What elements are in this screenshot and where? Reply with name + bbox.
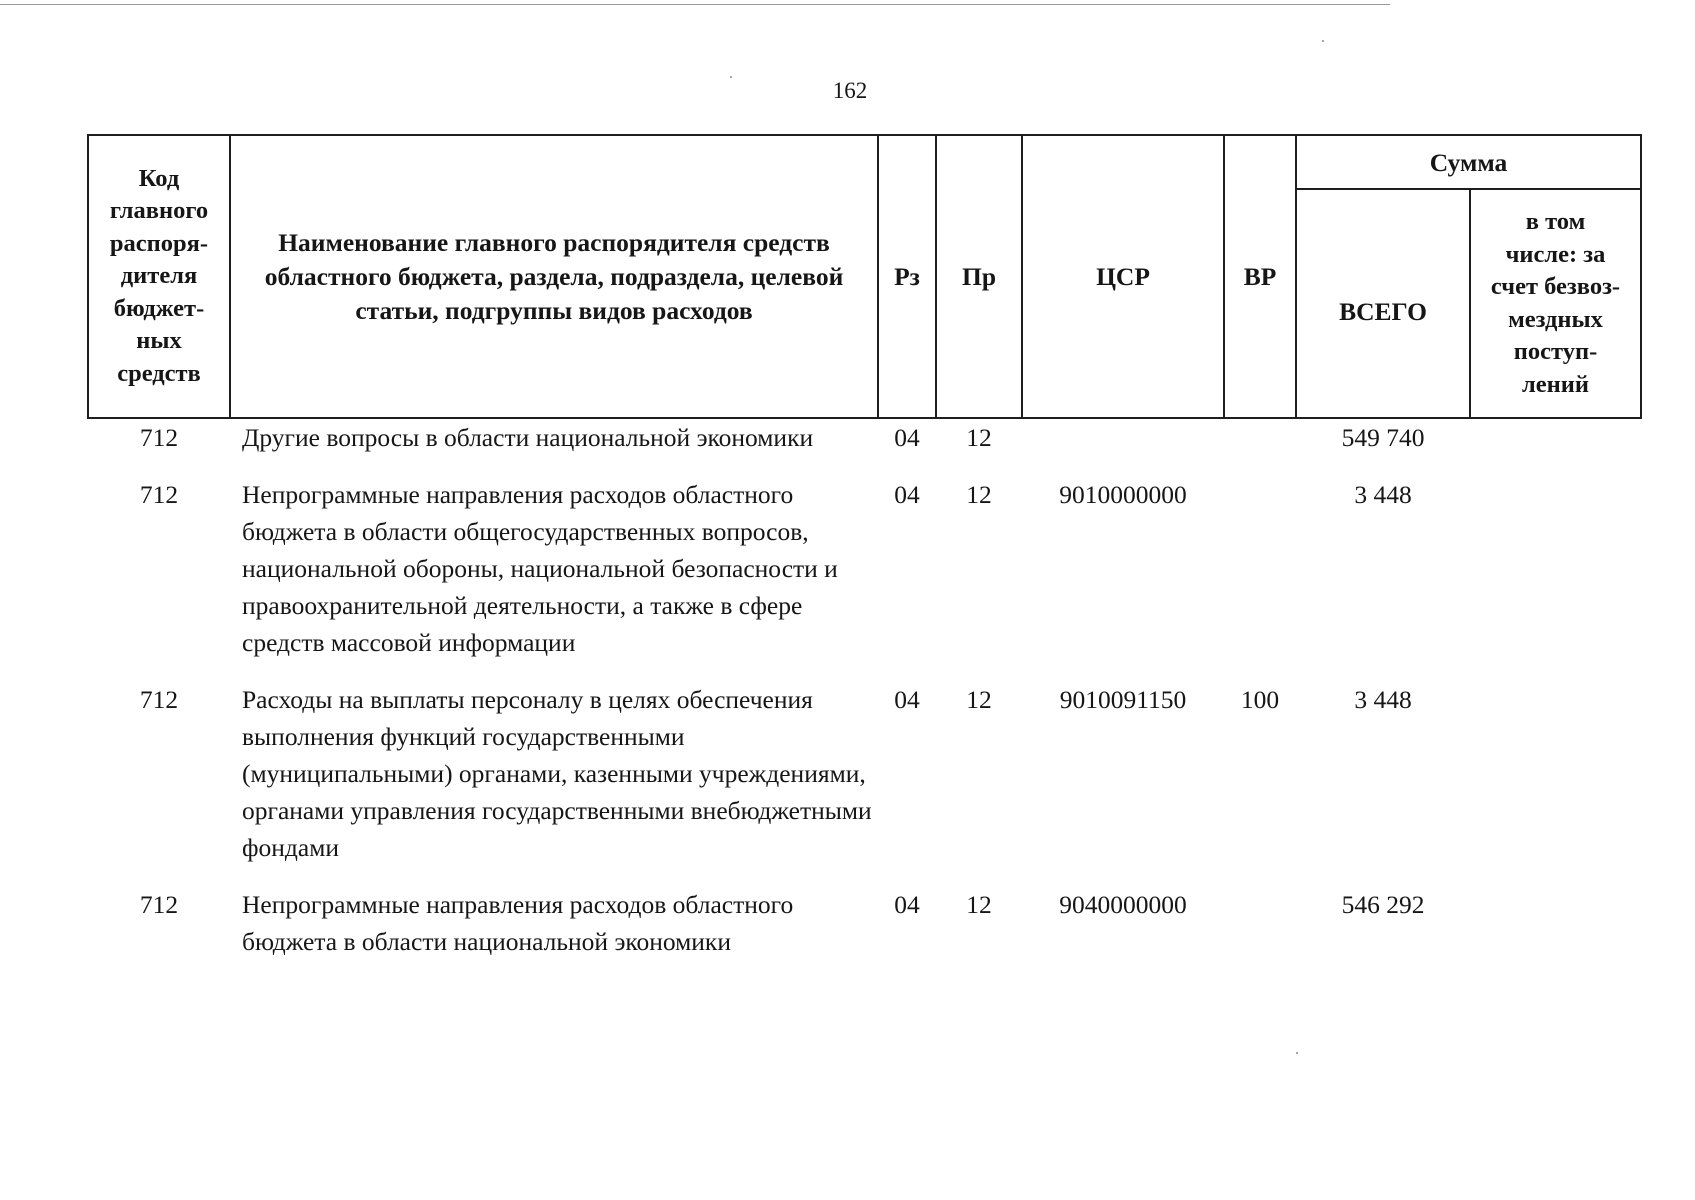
table-row	[88, 476, 1641, 681]
header-sum: Сумма	[1296, 135, 1641, 189]
row-vr	[1224, 418, 1296, 476]
row-name: Непрограммные направления расходов областного бюджета в области национальной экономики	[242, 890, 794, 956]
table-row	[88, 886, 1641, 960]
row-rz: 04	[894, 685, 920, 714]
header-vr: ВР	[1224, 135, 1296, 418]
row-code: 712	[139, 480, 179, 509]
row-name: Непрограммные направления расходов областного бюджета в области общегосударственных вопросов, национальной обороны, национальной безопасности и правоохранительной деятельности, а также в сфере средств массовой информации	[242, 480, 838, 657]
row-name: Расходы на выплаты персоналу в целях обеспечения выполнения функций государственными (муниципальными) органами, казенными учреждениями, органами управления государственными внебюджетными фондами	[242, 685, 872, 862]
table-header	[88, 135, 1641, 418]
header-total: ВСЕГО	[1296, 189, 1470, 418]
row-including	[1470, 681, 1641, 886]
table-row	[88, 681, 1641, 886]
row-vr	[1224, 476, 1296, 681]
row-total: 549 740	[1341, 423, 1425, 452]
row-pr: 12	[966, 480, 992, 509]
row-rz: 04	[894, 423, 920, 452]
row-code: 712	[139, 890, 179, 919]
row-csr: 9040000000	[1059, 890, 1187, 919]
header-csr: ЦСР	[1022, 135, 1224, 418]
row-pr: 12	[966, 423, 992, 452]
header-including: в том числе: за счет безвоз-мездных поступ-лений	[1470, 189, 1641, 418]
scan-speck	[1296, 1052, 1298, 1054]
row-vr: 100	[1240, 685, 1280, 714]
header-name: Наименование главного распорядителя средств областного бюджета, раздела, подраздела, целевой статьи, подгруппы видов расходов	[230, 135, 878, 418]
row-pr: 12	[966, 890, 992, 919]
row-csr	[1022, 418, 1224, 476]
row-total: 546 292	[1341, 890, 1425, 919]
table-row	[88, 418, 1641, 476]
row-including	[1470, 418, 1641, 476]
row-code: 712	[139, 685, 179, 714]
row-csr: 9010091150	[1059, 685, 1187, 714]
scan-speck	[1322, 40, 1324, 42]
header-code: Код главного распоря-дителя бюджет-ных средств	[88, 135, 230, 418]
row-code: 712	[139, 423, 179, 452]
row-name: Другие вопросы в области национальной экономики	[242, 423, 814, 452]
scan-speck	[730, 76, 732, 78]
page-number: 162	[832, 78, 868, 103]
row-total: 3 448	[1354, 685, 1412, 714]
budget-expenditure-table	[87, 134, 1642, 960]
row-including	[1470, 476, 1641, 681]
header-rz: Рз	[878, 135, 936, 418]
row-vr	[1224, 886, 1296, 960]
row-total: 3 448	[1354, 480, 1412, 509]
row-rz: 04	[894, 890, 920, 919]
row-csr: 9010000000	[1059, 480, 1187, 509]
header-pr: Пр	[936, 135, 1022, 418]
scan-top-rule	[0, 4, 1390, 5]
row-including	[1470, 886, 1641, 960]
row-rz: 04	[894, 480, 920, 509]
table-body	[88, 418, 1641, 960]
row-pr: 12	[966, 685, 992, 714]
